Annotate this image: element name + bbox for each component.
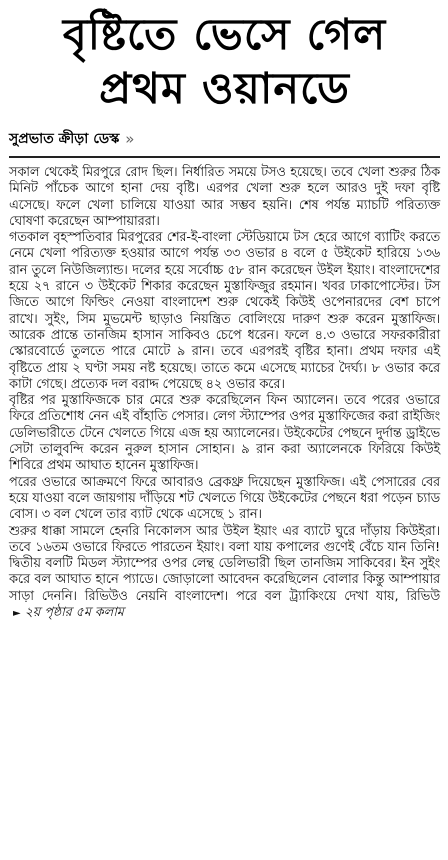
paragraph-last — [9, 524, 440, 623]
divider — [9, 156, 440, 158]
headline-line-2: প্রথম ওয়ানডে — [99, 64, 350, 114]
paragraph-text: শুরুর ধাক্কা সামলে হেনরি নিকোলস আর উইল ইয়াং এর ব্যাটে ঘুরে দাঁড়ায় কিউইরা। তবে ১৬তম ওভারে ফিরতে পারতেন ইয়াং। বলা যায় কপালের গুণেই বেঁচে যান তিনি! দ্বিতীয় বলটি মিডল স্ট্যাম্পের ওপর লেন্থ ডেলিভারী ছিল তানজিম সাকিবের। ইন সুইং করে বল আঘাত হানে প্যাডে। জোড়ালো আবেদন করেছিলেন বোলার কিন্তু আম্পায়ার সাড়া দেননি। রিভিউও নেয়নি বাংলাদেশ। পরে বল ট্র্যাকিংয়ে দেখা যায়, রিভিউ — [9, 523, 440, 604]
headline-line-1: বৃষ্টিতে ভেসে গেল — [62, 10, 387, 60]
article-body — [9, 165, 440, 622]
chevron-right-icon: » — [125, 130, 135, 148]
paragraph: গতকাল বৃহস্পতিবার মিরপুরের শের-ই-বাংলা স্টেডিয়ামে টস হেরে আগে ব্যাটিং করতে নেমে খেলা পরিত্যক্ত হওয়ার আগে পর্যন্ত ৩৩ ওভার ৪ বলে ৫ উইকেট হারিয়ে ১৩৬ রান তুলে নিউজিল্যান্ড। দলের হয়ে সর্বোচ্চ ৫৮ রান করেছেন উইল ইয়াং। বাংলাদেশের হয়ে ২৭ রানে ৩ উইকেট শিকার করেছেন মুস্তাফিজুর রহমান। খবর ঢাকাপোস্টের। টস জিতে আগে ফিল্ডিং নেওয়া বাংলাদেশ শুরু থেকেই কিউই ওপেনারদের বেশ চাপে রাখে। সুইং, সিম মুভমেন্ট ছাড়াও নিয়ন্ত্রিত বোলিংয়ে দারুণ শুরু করেন মুস্তাফিজ। আরেক প্রান্তে তানজিম হাসান সাকিবও চেপে ধরেন। ফলে ৪.৩ ওভারে সফরকারীরা স্কোরবোর্ডে তুলতে পারে মোটে ৯ রান। তবে এরপরই বৃষ্টির হানা। প্রথম দফার এই বৃষ্টিতে প্রায় ২ ঘণ্টা সময় নষ্ট হয়েছে। তাতে কমে এসেছে ম্যাচের দৈর্ঘ্য। ৮ ওভার করে কাটা গেছে। প্রত্যেক দল বরাদ্দ পেয়েছে ৪২ ওভার করে। — [9, 230, 440, 392]
continuation-text: ২য় পৃষ্ঠার ৫ম কলাম — [24, 605, 124, 621]
byline — [9, 128, 440, 150]
paragraph: বৃষ্টির পর মুস্তাফিজকে চার মেরে শুরু করেছিলেন ফিন অ্যালেন। তবে পরের ওভারে ফিরে প্রতিশোধ নেন এই বাঁহাতি পেসার। লেগ স্ট্যাম্পের ওপর মুস্তাফিজের করা রাইজিং ডেলিভারীতে টেনে খেলতে গিয়ে এজ হয় অ্যালেনের। উইকেটের পেছনে দুর্দান্ত ড্রাইভে সেটা তালুবন্দি করেন নুরুল হাসান সোহান। ৯ রান করা অ্যালেনকে ফিরিয়ে কিউই শিবিরে প্রথম আঘাত হানেন মুস্তাফিজ। — [9, 393, 440, 474]
paragraph: সকাল থেকেই মিরপুরে রোদ ছিল। নির্ধারিত সময়ে টসও হয়েছে। তবে খেলা শুরুর ঠিক মিনিট পাঁচেক আগে হানা দেয় বৃষ্টি। এরপর খেলা শুরু হলে আরও দুই দফা বৃষ্টি এসেছে। ফলে খেলা চালিয়ে যাওয়া আর সম্ভব হয়নি। শেষ পর্যন্ত ম্যাচটি পরিত্যক্ত ঘোষণা করেছেন আম্পায়াররা। — [9, 165, 440, 229]
byline-text: সুপ্রভাত ক্রীড়া ডেস্ক — [9, 131, 120, 147]
headline — [9, 8, 440, 116]
paragraph: পরের ওভারে আক্রমণে ফিরে আবারও ব্রেকথ্রু দিয়েছেন মুস্তাফিজ। এই পেসারের বের হয়ে যাওয়া বলে জায়গায় দাঁড়িয়ে শট খেলতে গিয়ে উইকেটের পেছনে ধরা পড়েন চ্যাড বোস। ৩ বল খেলে তার ব্যাট থেকে এসেছে ১ রান। — [9, 474, 440, 523]
continuation-note — [9, 605, 124, 620]
triangle-right-icon: ► — [13, 608, 21, 620]
